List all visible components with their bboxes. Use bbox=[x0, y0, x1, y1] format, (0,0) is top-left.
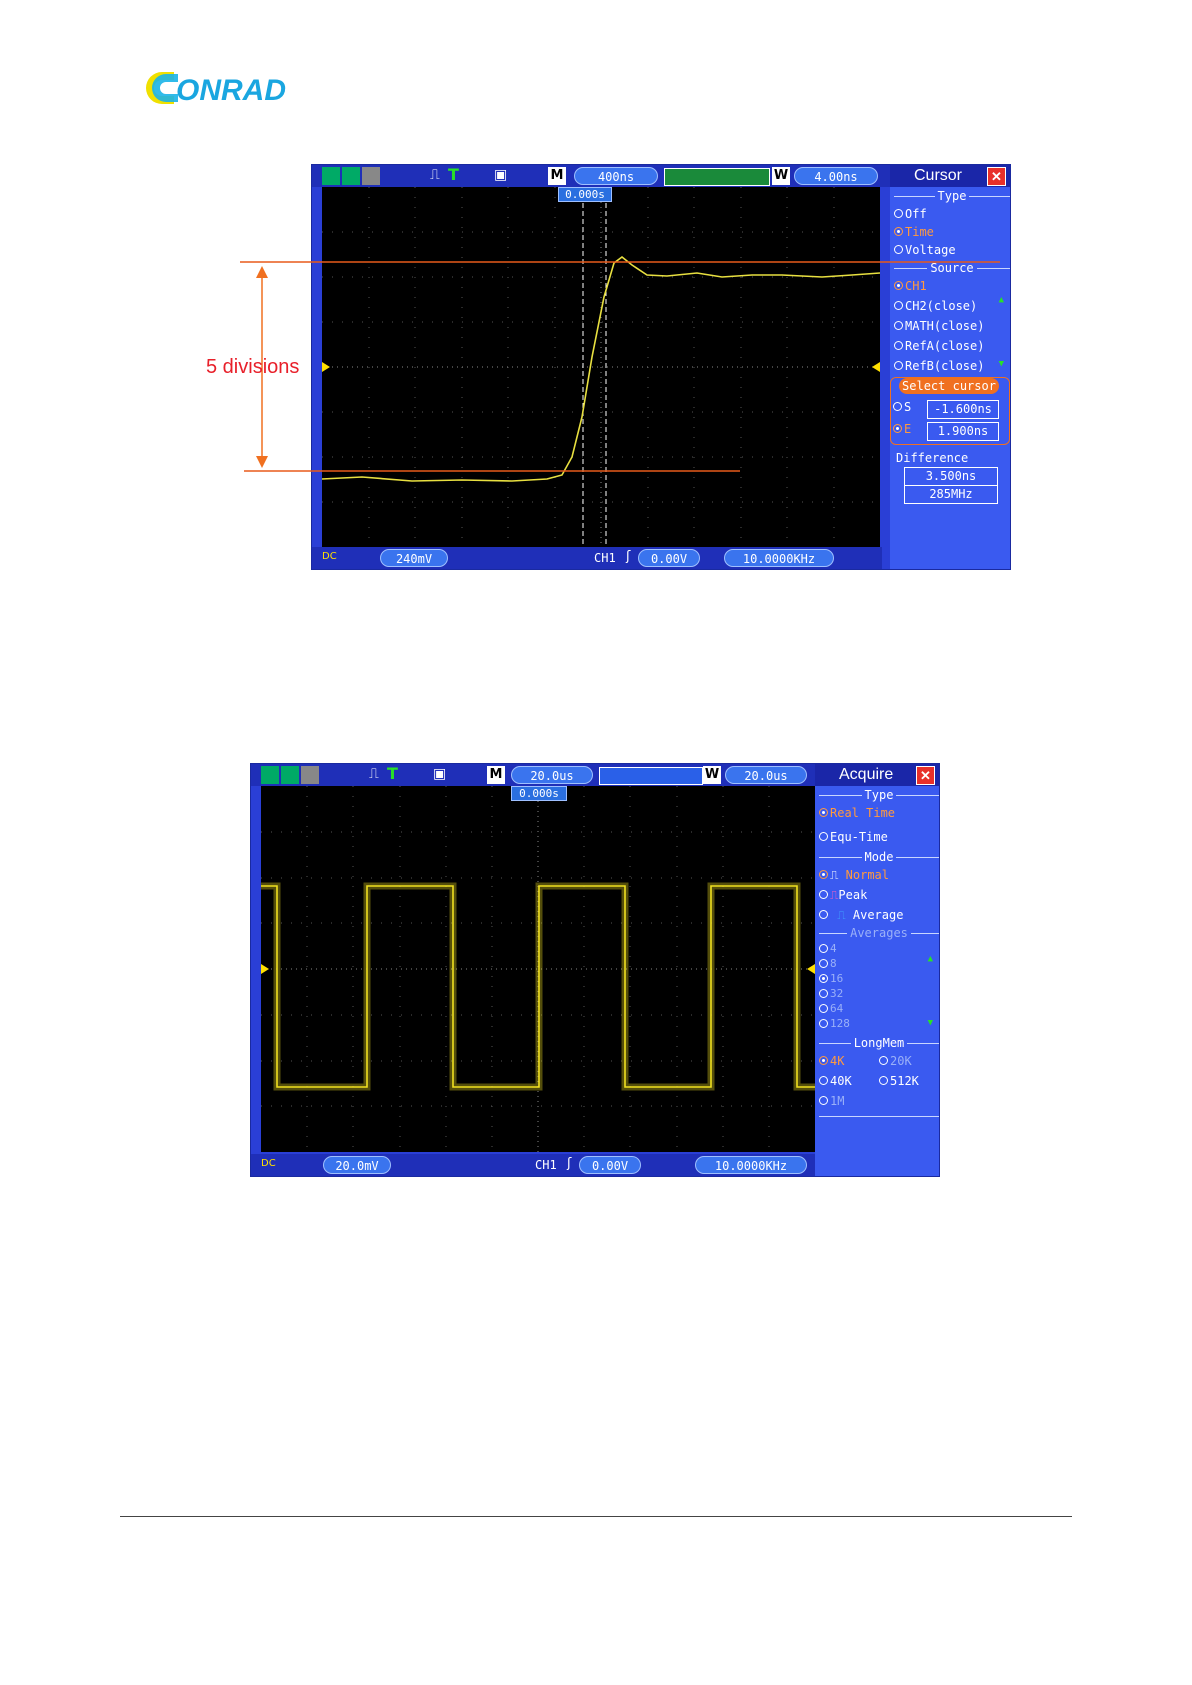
type-option-equ-time[interactable]: Equ-Time bbox=[819, 830, 888, 844]
window-timebase-w-icon: W bbox=[773, 168, 789, 183]
trigger-source: CH1 bbox=[594, 551, 616, 565]
scroll-down-icon[interactable]: ▼ bbox=[998, 359, 1004, 369]
memory-depth-icon bbox=[599, 767, 703, 785]
waveform-grid bbox=[261, 786, 815, 1152]
mode-option-peak[interactable]: ⎍Peak bbox=[819, 888, 867, 903]
scroll-down-icon[interactable]: ▼ bbox=[927, 1018, 933, 1028]
trigger-position: 0.000s bbox=[511, 786, 567, 801]
type-section-header: Type bbox=[894, 189, 1010, 203]
frequency-readout: 10.0000KHz bbox=[695, 1156, 807, 1174]
scroll-up-icon[interactable]: ▲ bbox=[998, 295, 1004, 305]
longmem-section-header: LongMem bbox=[819, 1036, 939, 1050]
trigger-level-marker bbox=[807, 964, 815, 974]
menu-title: Acquire bbox=[839, 766, 894, 783]
source-section-header: Source bbox=[894, 261, 1010, 275]
trigger-t-icon: T bbox=[448, 165, 459, 184]
source-option-refb[interactable]: RefB(close) bbox=[894, 359, 984, 373]
mode-option-normal[interactable]: ⎍ Normal bbox=[819, 868, 889, 883]
type-option-time[interactable]: Time bbox=[894, 225, 934, 239]
longmem-option-4k[interactable]: 4K bbox=[819, 1054, 844, 1068]
svg-text:ONRAD: ONRAD bbox=[176, 74, 286, 107]
averages-section-header: Averages bbox=[819, 926, 939, 940]
type-option-off[interactable]: Off bbox=[894, 207, 927, 221]
select-cursor-label: Select cursor bbox=[899, 378, 999, 394]
line-icon bbox=[281, 766, 299, 784]
save-icon: ▣ bbox=[433, 766, 447, 782]
trigger-edge-icon: ʃ bbox=[626, 549, 631, 564]
source-option-refa[interactable]: RefA(close) bbox=[894, 339, 984, 353]
main-timebase[interactable]: 20.0us bbox=[511, 766, 593, 784]
run-stop-icon: ⎍ bbox=[369, 766, 379, 782]
volts-div[interactable]: 240mV bbox=[380, 549, 448, 567]
longmem-option-40k[interactable]: 40K bbox=[819, 1074, 852, 1088]
averages-option-4[interactable]: 4 bbox=[819, 942, 837, 955]
longmem-option-512k[interactable]: 512K bbox=[879, 1074, 919, 1088]
difference-time: 3.500ns bbox=[904, 467, 998, 486]
type-option-voltage[interactable]: Voltage bbox=[894, 243, 956, 257]
type-section-header: Type bbox=[819, 788, 939, 802]
persist-icon bbox=[301, 766, 319, 784]
scroll-up-icon[interactable]: ▲ bbox=[927, 954, 933, 964]
averages-option-16[interactable]: 16 bbox=[819, 972, 843, 985]
waveform-display bbox=[261, 786, 815, 1152]
averages-option-32[interactable]: 32 bbox=[819, 987, 843, 1000]
difference-frequency: 285MHz bbox=[904, 485, 998, 504]
averages-option-8[interactable]: 8 bbox=[819, 957, 837, 970]
averages-option-128[interactable]: 128 bbox=[819, 1017, 850, 1030]
cursor-s-option[interactable]: S bbox=[893, 400, 911, 414]
trigger-position: 0.000s bbox=[558, 187, 612, 202]
mode-option-average[interactable]: ⎍ Average bbox=[819, 908, 903, 923]
trigger-source: CH1 bbox=[535, 1158, 557, 1172]
footer-separator bbox=[120, 1516, 1072, 1517]
source-option-math[interactable]: MATH(close) bbox=[894, 319, 984, 333]
divisions-label: 5 divisions bbox=[206, 356, 300, 378]
ch1-marker bbox=[261, 964, 269, 974]
bottom-status-bar bbox=[251, 1154, 815, 1176]
frequency-readout: 10.0000KHz bbox=[724, 549, 834, 567]
difference-label: Difference bbox=[896, 451, 969, 465]
window-timebase[interactable]: 4.00ns bbox=[794, 167, 878, 185]
source-option-ch2[interactable]: CH2(close) bbox=[894, 299, 977, 313]
divisions-annotation bbox=[0, 0, 1192, 620]
menu-divider bbox=[819, 1116, 939, 1117]
trigger-t-icon: T bbox=[387, 764, 398, 783]
coupling-dc-icon: DC bbox=[261, 1158, 276, 1169]
cursor-e-value[interactable]: 1.900ns bbox=[927, 422, 999, 441]
source-option-ch1[interactable]: CH1 bbox=[894, 279, 927, 293]
averages-option-64[interactable]: 64 bbox=[819, 1002, 843, 1015]
window-timebase[interactable]: 20.0us bbox=[725, 766, 807, 784]
main-timebase[interactable]: 400ns bbox=[574, 167, 658, 185]
mode-section-header: Mode bbox=[819, 850, 939, 864]
trigger-level[interactable]: 0.00V bbox=[579, 1156, 641, 1174]
run-stop-icon: ⎍ bbox=[430, 167, 440, 183]
longmem-option-20k[interactable]: 20K bbox=[879, 1054, 912, 1068]
waveform-icon bbox=[261, 766, 279, 784]
window-timebase-w-icon: W bbox=[704, 767, 720, 782]
cursor-e-option[interactable]: E bbox=[893, 422, 911, 436]
volts-div[interactable]: 20.0mV bbox=[323, 1156, 391, 1174]
longmem-option-1m[interactable]: 1M bbox=[819, 1094, 844, 1108]
cursor-s-value[interactable]: -1.600ns bbox=[927, 400, 999, 419]
normal-mode-icon: ⎍ bbox=[830, 868, 839, 882]
save-icon: ▣ bbox=[494, 167, 508, 183]
close-icon[interactable]: ✕ bbox=[987, 167, 1006, 186]
menu-title: Cursor bbox=[914, 167, 963, 184]
scope-acquire-screenshot bbox=[250, 763, 940, 1177]
close-icon[interactable]: ✕ bbox=[916, 766, 935, 785]
trigger-edge-icon: ʃ bbox=[567, 1156, 572, 1171]
ch1-trace bbox=[261, 886, 815, 1087]
menu-title-bar bbox=[815, 764, 939, 786]
average-mode-icon: ⎍ bbox=[837, 908, 846, 922]
trigger-level[interactable]: 0.00V bbox=[638, 549, 700, 567]
acquire-menu bbox=[815, 764, 939, 1176]
main-timebase-m-icon: M bbox=[548, 167, 566, 185]
main-timebase-m-icon: M bbox=[487, 766, 505, 784]
coupling-dc-icon: DC bbox=[322, 551, 337, 562]
type-option-real-time[interactable]: Real Time bbox=[819, 806, 895, 820]
peak-mode-icon: ⎍ bbox=[830, 888, 839, 902]
